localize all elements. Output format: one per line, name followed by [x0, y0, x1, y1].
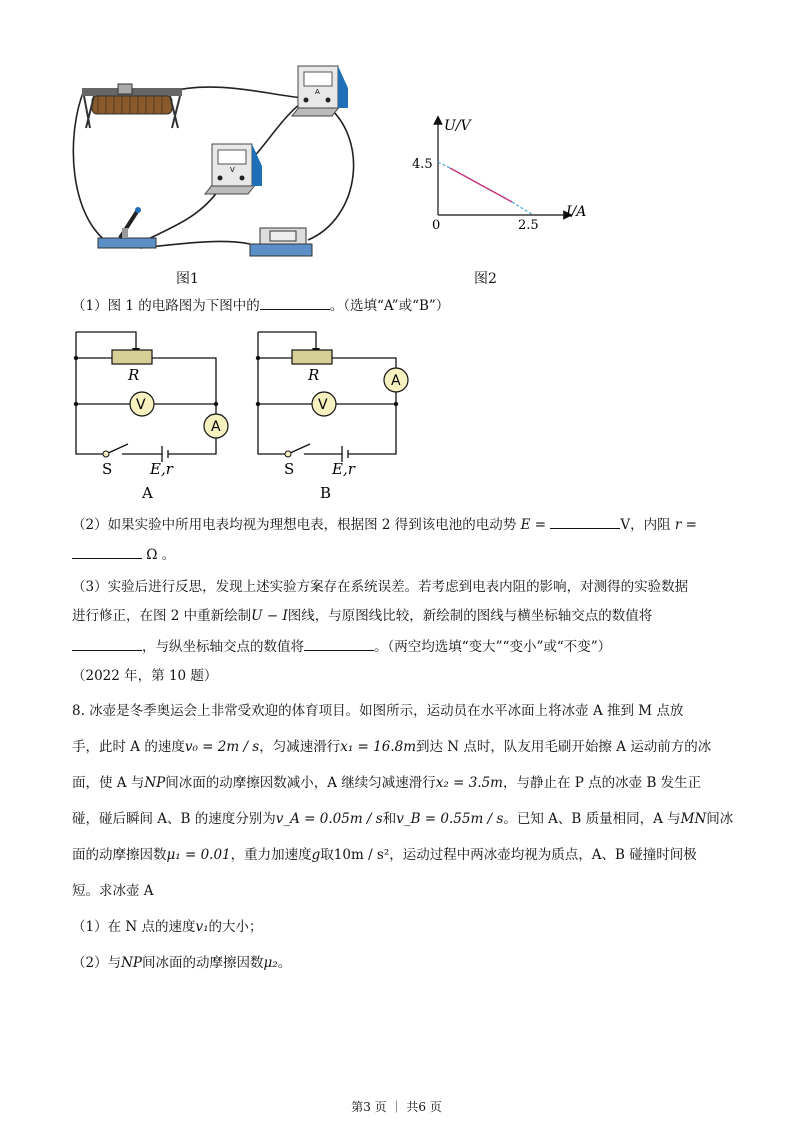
question-8-line-5: 面的动摩擦因数μ₁ = 0.01，重力加速度g取10m / s²，运动过程中两冰壶均视为质点，A、B 碰撞时间极 — [72, 847, 697, 863]
answer-blank-q1[interactable] — [260, 295, 330, 310]
svg-text:R: R — [308, 366, 320, 384]
circuit-diagram-a — [66, 322, 236, 507]
question-2-cont: Ω 。 — [72, 544, 175, 565]
y-axis-label: U/V — [444, 118, 471, 134]
switch-device — [98, 207, 156, 248]
question-2: （2）如果实验中所用电表均视为理想电表，根据图 2 得到该电池的电动势 E = V，内阻 r = — [72, 514, 697, 535]
question-8-line-1: 8. 冰壶是冬季奥运会上非常受欢迎的体育项目。如图所示，运动员在水平冰面上将冰壶 A 推到 M 点放 — [72, 703, 684, 719]
question-3-line-3: ，与纵坐标轴交点的数值将 。（两空均选填“变大”“变小”或“不变”） — [72, 636, 611, 657]
answer-blank-x-intercept[interactable] — [72, 636, 142, 651]
x-intercept-label: 2.5 — [518, 218, 539, 233]
answer-blank-y-intercept[interactable] — [304, 636, 374, 651]
x-axis-label: I/A — [566, 204, 587, 220]
svg-text:A: A — [391, 373, 401, 389]
circuit-b-label: B — [320, 484, 332, 502]
svg-text:S: S — [284, 460, 295, 478]
y-intercept-label: 4.5 — [412, 157, 433, 172]
battery-device — [250, 228, 312, 256]
svg-text:R: R — [128, 366, 140, 384]
question-3-line-1: （3）实验后进行反思，发现上述实验方案存在系统误差。若考虑到电表内阻的影响，对测得的实验数据 — [72, 579, 689, 595]
answer-blank-resistance[interactable] — [72, 544, 142, 559]
circuit-a-label: A — [142, 484, 153, 502]
voltmeter-letter: V — [230, 166, 235, 174]
ammeter-letter: A — [315, 88, 320, 96]
svg-text:A: A — [211, 419, 221, 435]
voltmeter-device — [205, 144, 262, 194]
question-8-line-3: 面，使 A 与NP间冰面的动摩擦因数减小，A 继续匀减速滑行x₂ = 3.5m，与静止在 P 点的冰壶 B 发生正 — [72, 775, 702, 791]
ammeter-device — [292, 66, 348, 116]
svg-text:S: S — [102, 460, 113, 478]
ui-line — [450, 168, 512, 202]
circuit-diagram-b — [250, 322, 420, 507]
page-footer: 第3 页 ｜ 共6 页 — [351, 1100, 442, 1114]
question-8-line-2: 手，此时 A 的速度v₀ = 2m / s，匀减速滑行x₁ = 16.8m到达 N 点时，队友用毛刷开始擦 A 运动前方的冰 — [72, 739, 712, 755]
source-note: （2022 年，第 10 题） — [72, 668, 218, 684]
figure-1-apparatus — [70, 58, 380, 268]
question-8-line-6: 短。求冰壶 A — [72, 883, 154, 899]
svg-text:V: V — [136, 397, 146, 413]
svg-text:E,r: E,r — [332, 460, 355, 478]
question-3-line-2: 进行修正，在图 2 中重新绘制U − I图线，与原图线比较，新绘制的图线与横坐标轴交点的数值将 — [72, 608, 653, 624]
svg-text:E,r: E,r — [150, 460, 173, 478]
question-8-sub-1: （1）在 N 点的速度v₁的大小； — [72, 919, 263, 935]
question-8-sub-2: （2）与NP间冰面的动摩擦因数μ₂。 — [72, 955, 292, 971]
question-1: （1）图 1 的电路图为下图中的 。（选填“A”或“B”） — [72, 295, 449, 316]
figure-2-label: 图2 — [474, 271, 497, 287]
figure-2-graph — [408, 112, 598, 237]
figure-1-label: 图1 — [176, 271, 199, 287]
svg-text:V: V — [318, 397, 328, 413]
answer-blank-emf[interactable] — [550, 514, 620, 529]
origin-label: 0 — [432, 218, 441, 233]
question-8-line-4: 碰，碰后瞬间 A、B 的速度分别为v_A = 0.05m / s和v_B = 0.55m / s。已知 A、B 质量相同，A 与MN间冰 — [72, 811, 734, 827]
